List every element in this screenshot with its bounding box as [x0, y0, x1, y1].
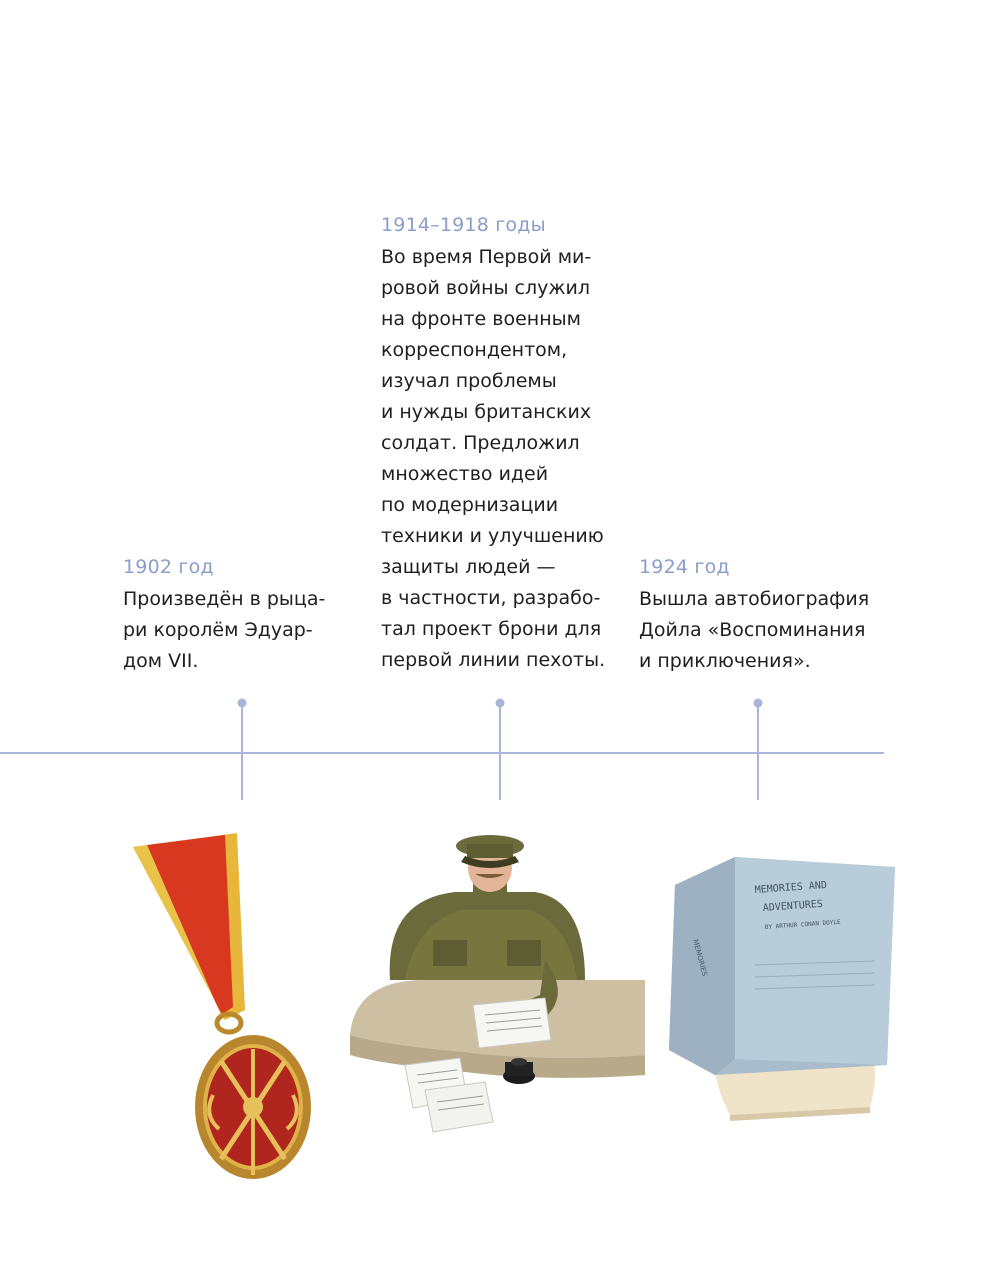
timeline-marker-1902: [238, 699, 247, 801]
book-cover-title-1: MEMORIES AND: [754, 879, 828, 896]
event-description: Произведён в рыца- ри королём Эдуар- дом VII.: [123, 588, 326, 672]
event-year: 1924 год: [639, 556, 730, 578]
medal-illustration: [125, 825, 315, 1205]
timeline-marker-1914-1918: [496, 699, 505, 801]
soldier-illustration: [345, 830, 655, 1150]
event-year: 1902 год: [123, 556, 214, 578]
timeline-marker-1924: [754, 699, 763, 801]
event-description: Вышла автобиография Дойла «Воспоминания и приключения».: [639, 588, 870, 672]
book-illustration: [655, 845, 905, 1125]
event-year: 1914–1918 годы: [381, 214, 546, 236]
book-spine-title: MEMORIES: [691, 938, 709, 978]
book-cover-author: BY ARTHUR CONAN DOYLE: [764, 918, 841, 931]
event-description: Во время Первой ми- ровой войны служил на фронте военным корреспондентом, изучал проблемы и нужды британских солдат. Предложил множество идей по модернизации техники и улучшению защиты людей — в частности, разрабо- тал проект брони для первой линии пехоты.: [381, 246, 606, 671]
book-cover-title-2: ADVENTURES: [762, 898, 824, 914]
